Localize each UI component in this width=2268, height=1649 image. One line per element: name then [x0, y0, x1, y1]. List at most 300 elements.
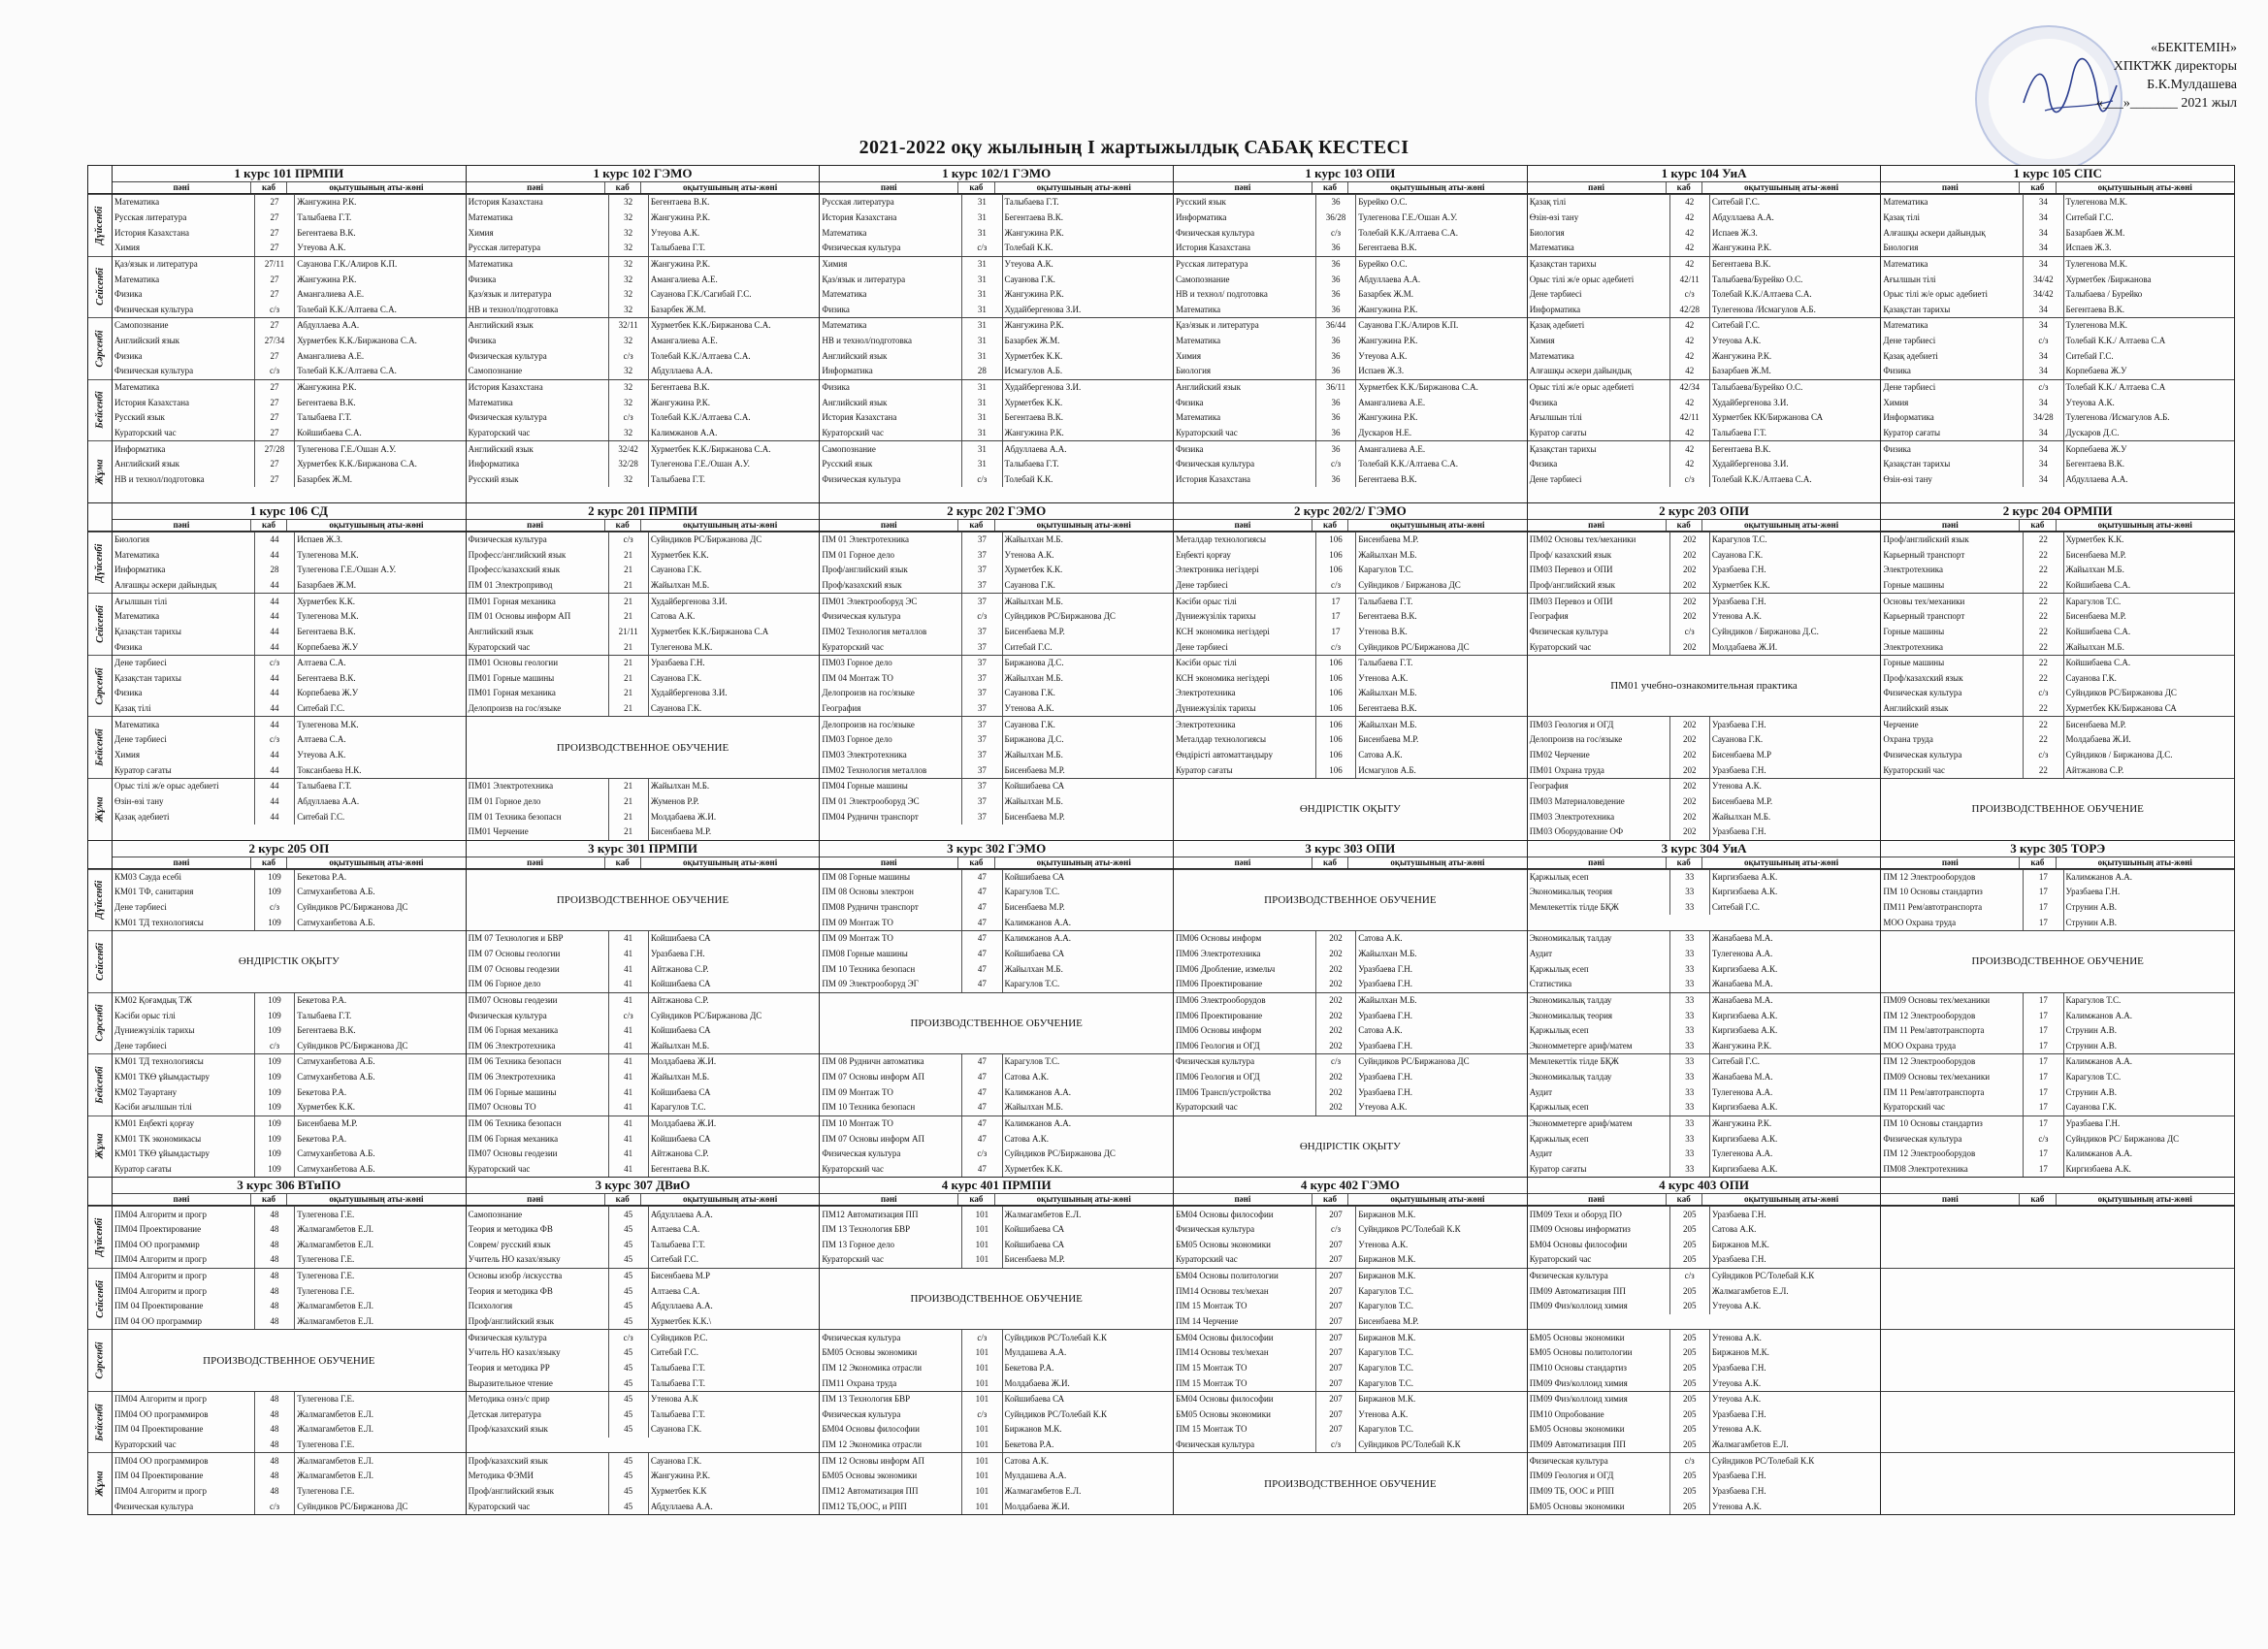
lesson-subject: БМ04 Основы философии — [1174, 1392, 1316, 1407]
lesson-row — [1528, 441, 1881, 457]
lesson-room: 37 — [962, 762, 1002, 778]
lesson-subject: ПМ06 Проектирование — [1174, 977, 1316, 992]
day-name: Дүйсенбі — [94, 1217, 106, 1257]
day-block — [1528, 256, 1881, 318]
lesson-teacher: Толебай К.К./ Алтаева С.А — [2065, 381, 2166, 392]
lesson-room: 47 — [962, 1116, 1002, 1132]
lesson-row — [1528, 1147, 1881, 1162]
lesson-room: 41 — [609, 993, 649, 1009]
lesson-subject: Физика — [113, 348, 255, 364]
room-column-header: каб — [958, 1194, 994, 1205]
lesson-subject: Математика — [1174, 302, 1316, 317]
lesson-teacher: Уразбаева Г.Н. — [1358, 1040, 1412, 1051]
lesson-subject: ПМ02 Основы тех/механики — [1528, 533, 1670, 548]
day-block — [1881, 655, 2234, 717]
lesson-subject: ПМ09 Физ/коллоид химия — [1528, 1299, 1670, 1314]
lesson-row — [467, 210, 820, 226]
approval-position: ХПКТЖК директоры — [2113, 59, 2237, 74]
day-block — [467, 1329, 820, 1391]
lesson-row — [1881, 870, 2234, 886]
lesson-subject: Ағылшын тілі — [113, 594, 255, 609]
lesson-subject: Қаз/язык и литература — [820, 272, 962, 287]
lesson-subject: Дене тәрбиесі — [1881, 334, 2024, 349]
lesson-teacher: Уразбаева Г.Н. — [1711, 1209, 1766, 1219]
lesson-row-empty — [1528, 1314, 1881, 1330]
group-block — [820, 503, 1174, 840]
lesson-subject: ПМ01 Черчение — [467, 824, 609, 840]
lesson-subject: Делопроизв на гос/языке — [467, 701, 609, 717]
lesson-room: 109 — [255, 885, 295, 900]
lesson-room: 205 — [1670, 1238, 1710, 1253]
lesson-subject: ПМ 12 Электрооборудов — [1881, 1147, 2024, 1162]
lesson-teacher: Жанабаева М.А. — [1711, 979, 1773, 989]
lesson-teacher: Худайбергенова З.И. — [650, 688, 728, 698]
lesson-room: 32 — [609, 302, 649, 317]
lesson-row — [1528, 563, 1881, 578]
lesson-teacher: Хурметбек К.К./Биржанова С.А. — [650, 443, 771, 454]
lesson-room: 44 — [255, 594, 295, 609]
lesson-room: 106 — [1316, 686, 1356, 701]
lesson-row — [467, 1375, 820, 1391]
subject-column-header: пәні — [1174, 857, 1312, 868]
lesson-row — [1174, 334, 1527, 349]
lesson-subject: БМ04 Основы философии — [1174, 1330, 1316, 1345]
lesson-subject: Английский язык — [467, 441, 609, 457]
lesson-row — [1528, 1299, 1881, 1314]
lesson-room: 33 — [1670, 1162, 1710, 1178]
day-block — [113, 1391, 466, 1453]
lesson-room: с/з — [2024, 1131, 2063, 1147]
lesson-room: 27 — [255, 195, 295, 210]
lesson-row — [113, 225, 466, 241]
lesson-subject: Английский язык — [1174, 380, 1316, 396]
lesson-row — [1881, 717, 2234, 732]
lesson-room: 31 — [962, 426, 1002, 441]
lesson-subject: Қаз/язык и литература — [1174, 318, 1316, 334]
lesson-subject: История Казахстана — [113, 225, 255, 241]
lesson-row — [1881, 594, 2234, 609]
lesson-row — [820, 701, 1173, 717]
lesson-room: 205 — [1670, 1407, 1710, 1423]
lesson-row — [1881, 1100, 2234, 1116]
lesson-teacher: Бегентаева В.К. — [1004, 412, 1063, 423]
lesson-teacher: Базарбек Ж.М. — [1358, 289, 1414, 300]
lesson-teacher: Талыбаева Г.Т. — [297, 412, 352, 423]
lesson-room: 41 — [609, 947, 649, 962]
lesson-subject: ПМ 11 Рем/автотранспорта — [1881, 1023, 2024, 1039]
lesson-row — [113, 318, 466, 334]
lesson-row — [113, 1054, 466, 1070]
group-block — [1528, 503, 1882, 840]
lesson-room: 31 — [962, 410, 1002, 426]
lesson-teacher: Утеуова А.К. — [1004, 258, 1053, 269]
lesson-room: 106 — [1316, 732, 1356, 748]
day-block — [467, 1268, 820, 1330]
lesson-teacher: Карагулов Т.С. — [2065, 1072, 2122, 1083]
lesson-row — [113, 639, 466, 655]
lesson-room: 106 — [1316, 670, 1356, 686]
lesson-teacher: Сатмуханбетова А.Б. — [297, 1056, 375, 1067]
lesson-row — [1528, 241, 1881, 256]
lesson-teacher: Хурметбек К.К./Биржанова С.А — [650, 626, 769, 636]
lesson-subject: Дүниежүзілік тарихы — [1174, 609, 1316, 625]
lesson-subject: Физическая культура — [113, 302, 255, 317]
lesson-teacher: Койшибаева СА — [1004, 1239, 1065, 1249]
day-block — [1881, 1268, 2234, 1330]
lesson-row — [1174, 931, 1527, 947]
lesson-room: 21 — [609, 656, 649, 671]
lesson-subject: ПМ14 Основы тех/механ — [1174, 1345, 1316, 1361]
lesson-teacher: Суйндиков РС/Толебай К.К — [1711, 1455, 1815, 1466]
lesson-teacher: Жалмагамбетов Е.Л. — [1711, 1285, 1789, 1296]
lesson-teacher: Бекетова Р.А. — [297, 994, 347, 1005]
lesson-room: 32/28 — [609, 457, 649, 472]
lesson-row — [1174, 947, 1527, 962]
lesson-subject: Физическая культура — [467, 1008, 609, 1023]
lesson-teacher: Мулдашева А.А. — [1004, 1347, 1067, 1358]
lesson-teacher: Тулегенова М.К. — [297, 549, 359, 560]
lesson-row — [113, 1269, 466, 1284]
lesson-row — [467, 1131, 820, 1147]
lesson-teacher: Койшибаева СА — [1004, 871, 1065, 882]
lesson-room: 21 — [609, 794, 649, 810]
lesson-room: 36 — [1316, 395, 1356, 410]
day-block — [467, 992, 820, 1054]
column-headers — [1528, 857, 1881, 868]
lesson-row — [1881, 533, 2234, 548]
lesson-row — [1174, 732, 1527, 748]
lesson-room: 41 — [609, 1147, 649, 1162]
group-title: 3 курс 306 ВТиПО — [113, 1178, 466, 1194]
lesson-subject: Кураторский час — [467, 1499, 609, 1514]
group-title: 1 курс 104 УиА — [1528, 166, 1881, 182]
lesson-subject: Английский язык — [820, 395, 962, 410]
lesson-room: 41 — [609, 1116, 649, 1132]
lesson-subject: Химия — [1174, 348, 1316, 364]
lesson-teacher: Жайылхан М.Б. — [650, 579, 710, 590]
lesson-row — [1174, 1345, 1527, 1361]
lesson-teacher: Тулегенова Г.Е. — [297, 1486, 355, 1497]
lesson-room: 47 — [962, 1054, 1002, 1070]
lesson-subject: Қазақ тілі — [1528, 195, 1670, 210]
lesson-teacher: Амангалиева А.Е. — [297, 350, 365, 361]
lesson-room: 36 — [1316, 287, 1356, 303]
day-name: Бейсенбі — [94, 1066, 106, 1104]
lesson-subject: ПМ07 Основы геодезии — [467, 1147, 609, 1162]
lesson-subject: Кәсіби орыс тілі — [1174, 656, 1316, 671]
lesson-teacher: Сауанова Г.К./Алиров К.П. — [1358, 320, 1459, 331]
lesson-subject: Кураторский час — [820, 426, 962, 441]
lesson-row — [1881, 1116, 2234, 1132]
lesson-subject: ПМ01 Горная механика — [467, 594, 609, 609]
lesson-subject: ПМ06 Электрооборудов — [1174, 993, 1316, 1009]
lesson-row — [1881, 656, 2234, 671]
lesson-subject: Карьерный транспорт — [1881, 609, 2024, 625]
lesson-teacher: Толебай К.К./Алтаева С.А. — [650, 412, 751, 423]
lesson-room: 109 — [255, 993, 295, 1009]
lesson-room: 27 — [255, 426, 295, 441]
day-block — [113, 1452, 466, 1514]
lesson-subject: Кураторский час — [820, 1162, 962, 1178]
lesson-subject: Физическая культура — [820, 241, 962, 256]
lesson-room: 106 — [1316, 547, 1356, 563]
lesson-teacher: Сатова А.К. — [650, 611, 696, 622]
lesson-subject: ПМ 13 Горное дело — [820, 1238, 962, 1253]
lesson-row — [1174, 1361, 1527, 1376]
lesson-room: 22 — [2024, 533, 2063, 548]
lesson-teacher: Жайылхан М.Б. — [1004, 749, 1063, 760]
teacher-column-header: оқытушының аты-жөні — [682, 519, 778, 530]
lesson-room: 101 — [962, 1345, 1002, 1361]
lesson-row — [113, 1207, 466, 1222]
lesson-teacher: Сатова А.К. — [1004, 1072, 1049, 1083]
group-block — [467, 841, 821, 1178]
day-block — [467, 379, 820, 441]
lesson-subject: НВ и технол/подготовка — [113, 471, 255, 487]
lesson-row — [113, 1499, 466, 1514]
day-block — [467, 532, 820, 594]
room-column-header: каб — [2020, 857, 2056, 868]
lesson-teacher: Суйндиков РС/Биржанова ДС — [297, 902, 408, 913]
lesson-room: 45 — [609, 1361, 649, 1376]
lesson-teacher: Бисенбаева М.Р. — [2065, 611, 2126, 622]
lesson-room: 205 — [1670, 1392, 1710, 1407]
lesson-room: 42 — [1670, 257, 1710, 273]
lesson-room: 34 — [2024, 257, 2063, 273]
day-block — [1528, 1452, 1881, 1514]
lesson-room: 41 — [609, 931, 649, 947]
lesson-row — [1528, 426, 1881, 441]
lesson-room: 31 — [962, 195, 1002, 210]
lesson-teacher: Суйндиков / Биржанова Д.С. — [2065, 749, 2173, 760]
lesson-row — [820, 947, 1173, 962]
teacher-column-header: оқытушының аты-жөні — [2097, 857, 2192, 867]
lesson-room: 27 — [255, 241, 295, 256]
teacher-column-header: оқытушының аты-жөні — [682, 857, 778, 867]
lesson-subject: ПМ 15 Монтаж ТО — [1174, 1361, 1316, 1376]
lesson-subject: ПМ 09 Монтаж ТО — [820, 915, 962, 930]
lesson-room: 101 — [962, 1422, 1002, 1438]
lesson-row — [1881, 1039, 2234, 1054]
group-header — [820, 1178, 1173, 1206]
day-column — [88, 166, 113, 502]
lesson-room: 17 — [2024, 1070, 2063, 1085]
lesson-teacher: Калимжанов А.А. — [1004, 1118, 1072, 1128]
lesson-room: 202 — [1670, 578, 1710, 594]
lesson-subject: Проф/английский язык — [820, 563, 962, 578]
lesson-room: 37 — [962, 578, 1002, 594]
lesson-room: 32 — [609, 334, 649, 349]
lesson-row — [1174, 961, 1527, 977]
lesson-room: с/з — [1670, 471, 1710, 487]
day-name: Сейсенбі — [94, 268, 106, 307]
day-block — [467, 1206, 820, 1268]
lesson-room: 21 — [609, 809, 649, 824]
lesson-room: 41 — [609, 1131, 649, 1147]
lesson-row — [1881, 195, 2234, 210]
lesson-row — [1174, 410, 1527, 426]
lesson-room: 17 — [2024, 885, 2063, 900]
lesson-teacher: Карагулов Т.С. — [1004, 979, 1060, 989]
lesson-row — [1881, 547, 2234, 563]
lesson-subject: Физическая культура — [820, 1330, 962, 1345]
lesson-teacher: Жайылхан М.Б. — [1358, 719, 1417, 729]
lesson-row — [1174, 578, 1527, 594]
lesson-room: 205 — [1670, 1499, 1710, 1514]
lesson-row — [113, 395, 466, 410]
lesson-room: 47 — [962, 1131, 1002, 1147]
lesson-room: 33 — [1670, 1116, 1710, 1132]
lesson-subject: Кураторский час — [467, 1162, 609, 1178]
lesson-teacher: Уразбаева Г.Н. — [1711, 596, 1766, 606]
lesson-row — [820, 1484, 1173, 1500]
lesson-room: 34 — [2024, 395, 2063, 410]
lesson-room: 27 — [255, 225, 295, 241]
group-block — [1528, 166, 1882, 502]
group-block — [467, 503, 821, 840]
lesson-teacher: Жангужина Р.К. — [1004, 427, 1064, 437]
lesson-teacher: Талыбаева Г.Т. — [1004, 197, 1059, 208]
lesson-subject: Биология — [113, 533, 255, 548]
lesson-teacher: Уразбаева Г.Н. — [1711, 1254, 1766, 1265]
lesson-subject: Химия — [820, 257, 962, 273]
lesson-subject: ПМ02 Технология металлов — [820, 625, 962, 640]
lesson-subject: География — [1528, 779, 1670, 794]
lesson-subject: ПМ 12 Электрооборудов — [1881, 870, 2024, 886]
lesson-row — [1881, 609, 2234, 625]
lesson-row — [113, 1100, 466, 1116]
lesson-teacher: Алтаева С.А. — [650, 1285, 700, 1296]
lesson-teacher: Сауанова Г.К. — [650, 703, 702, 714]
day-block — [1881, 317, 2234, 379]
lesson-subject: Проф/казахский язык — [1881, 670, 2024, 686]
lesson-room: 31 — [962, 334, 1002, 349]
lesson-row — [1528, 824, 1881, 840]
lesson-subject: Английский язык — [113, 334, 255, 349]
day-block — [1881, 593, 2234, 655]
lesson-subject: ПМ 14 Черчение — [1174, 1314, 1316, 1330]
lesson-teacher: Жалмагамбетов Е.Л. — [297, 1471, 373, 1481]
lesson-row — [467, 809, 820, 824]
lesson-room: 202 — [1316, 977, 1356, 992]
lesson-subject: ПМ09 Автоматизация ПП — [1528, 1438, 1670, 1453]
lesson-row-empty — [113, 487, 466, 502]
lesson-row — [820, 794, 1173, 810]
group-header — [467, 166, 820, 194]
lesson-room: 22 — [2024, 762, 2063, 778]
day-block — [113, 869, 466, 931]
lesson-room: 36 — [1316, 426, 1356, 441]
lesson-subject: Куратор сағаты — [113, 762, 255, 778]
group-title: 4 курс 402 ГЭМО — [1174, 1178, 1527, 1194]
lesson-teacher: Биржанов М.К. — [1358, 1332, 1416, 1342]
lesson-teacher: Койшибаева СА — [1004, 781, 1065, 792]
lesson-room: 27/11 — [255, 257, 295, 273]
lesson-subject: Қазақ әдебиеті — [1881, 348, 2024, 364]
lesson-teacher: Жангужина Р.К. — [650, 397, 711, 407]
group-title: 4 курс 403 ОПИ — [1528, 1178, 1881, 1194]
lesson-room: 42/11 — [1670, 410, 1710, 426]
lesson-room: 45 — [609, 1375, 649, 1391]
lesson-teacher: Бекетова Р.А. — [1004, 1439, 1054, 1450]
lesson-room: 34/42 — [2024, 272, 2063, 287]
lesson-room: 22 — [2024, 594, 2063, 609]
room-column-header: каб — [2020, 1194, 2056, 1205]
lesson-room: 33 — [1670, 1100, 1710, 1116]
lesson-subject: Карьерный транспорт — [1881, 547, 2024, 563]
lesson-teacher: Тулегенова М.К. — [2065, 320, 2127, 331]
lesson-teacher: Толебай К.К./Алтаева С.А. — [650, 350, 751, 361]
day-block — [113, 1116, 466, 1178]
lesson-teacher: Ситебай Г.С. — [2065, 211, 2114, 222]
lesson-room: 37 — [962, 670, 1002, 686]
lesson-room: 36/44 — [1316, 318, 1356, 334]
lesson-row — [113, 210, 466, 226]
lesson-teacher: Тулегенова А.А. — [1711, 1148, 1773, 1159]
lesson-teacher: Суйндиков РС/Толебай К.К — [1004, 1408, 1107, 1419]
lesson-subject: ПМ 12 Экономика отрасли — [820, 1361, 962, 1376]
lesson-room: 48 — [255, 1392, 295, 1407]
lesson-room: 202 — [1316, 1023, 1356, 1039]
lesson-row — [113, 457, 466, 472]
teacher-column-header: оқытушының аты-жөні — [1036, 182, 1131, 192]
lesson-subject: МОО Охрана труда — [1881, 915, 2024, 930]
lesson-subject: ПМ04 Алгоритм и прогр — [113, 1252, 255, 1268]
day-block — [113, 655, 466, 717]
room-column-header: каб — [1312, 520, 1348, 531]
lesson-room: 37 — [962, 809, 1002, 824]
lesson-room: 205 — [1670, 1469, 1710, 1484]
group-block — [113, 503, 467, 840]
lesson-subject: Проф/английский язык — [467, 1484, 609, 1500]
lesson-row — [820, 1345, 1173, 1361]
lesson-room: 36 — [1316, 302, 1356, 317]
lesson-row — [820, 426, 1173, 441]
lesson-subject: БМ04 Основы философии — [1174, 1207, 1316, 1222]
group-title: 1 курс 105 СПС — [1881, 166, 2234, 182]
lesson-room: 48 — [255, 1252, 295, 1268]
lesson-room: 48 — [255, 1207, 295, 1222]
lesson-subject: Русский язык — [467, 471, 609, 487]
lesson-row — [820, 1070, 1173, 1085]
day-name: Бейсенбі — [94, 1403, 106, 1441]
lesson-teacher: Алтаева С.А. — [650, 1224, 700, 1235]
day-label — [88, 1116, 112, 1178]
lesson-row — [1528, 1484, 1881, 1500]
room-column-header: каб — [1667, 520, 1702, 531]
lesson-row — [820, 395, 1173, 410]
lesson-subject: Професс/казахский язык — [467, 563, 609, 578]
lesson-teacher: Сатова А.К. — [1004, 1133, 1049, 1144]
column-headers — [820, 182, 1173, 193]
subject-column-header: пәні — [113, 182, 251, 193]
lesson-room: 101 — [962, 1438, 1002, 1453]
lesson-room: 27 — [255, 272, 295, 287]
lesson-row — [1528, 1422, 1881, 1438]
lesson-teacher: Сауанова Г.К. — [650, 672, 702, 683]
lesson-subject: ПМ07 Основы геодезии — [467, 993, 609, 1009]
lesson-subject: ПМ 09 Электрооборуд ЭГ — [820, 977, 962, 992]
day-block — [1881, 532, 2234, 594]
day-block — [1528, 930, 1881, 992]
teacher-column-header: оқытушының аты-жөні — [1036, 519, 1131, 530]
lesson-room: с/з — [962, 609, 1002, 625]
lesson-row — [1881, 639, 2234, 655]
lesson-row — [1881, 915, 2234, 930]
lesson-row — [1528, 1008, 1881, 1023]
lesson-row — [113, 1283, 466, 1299]
lesson-subject: Математика — [1528, 241, 1670, 256]
